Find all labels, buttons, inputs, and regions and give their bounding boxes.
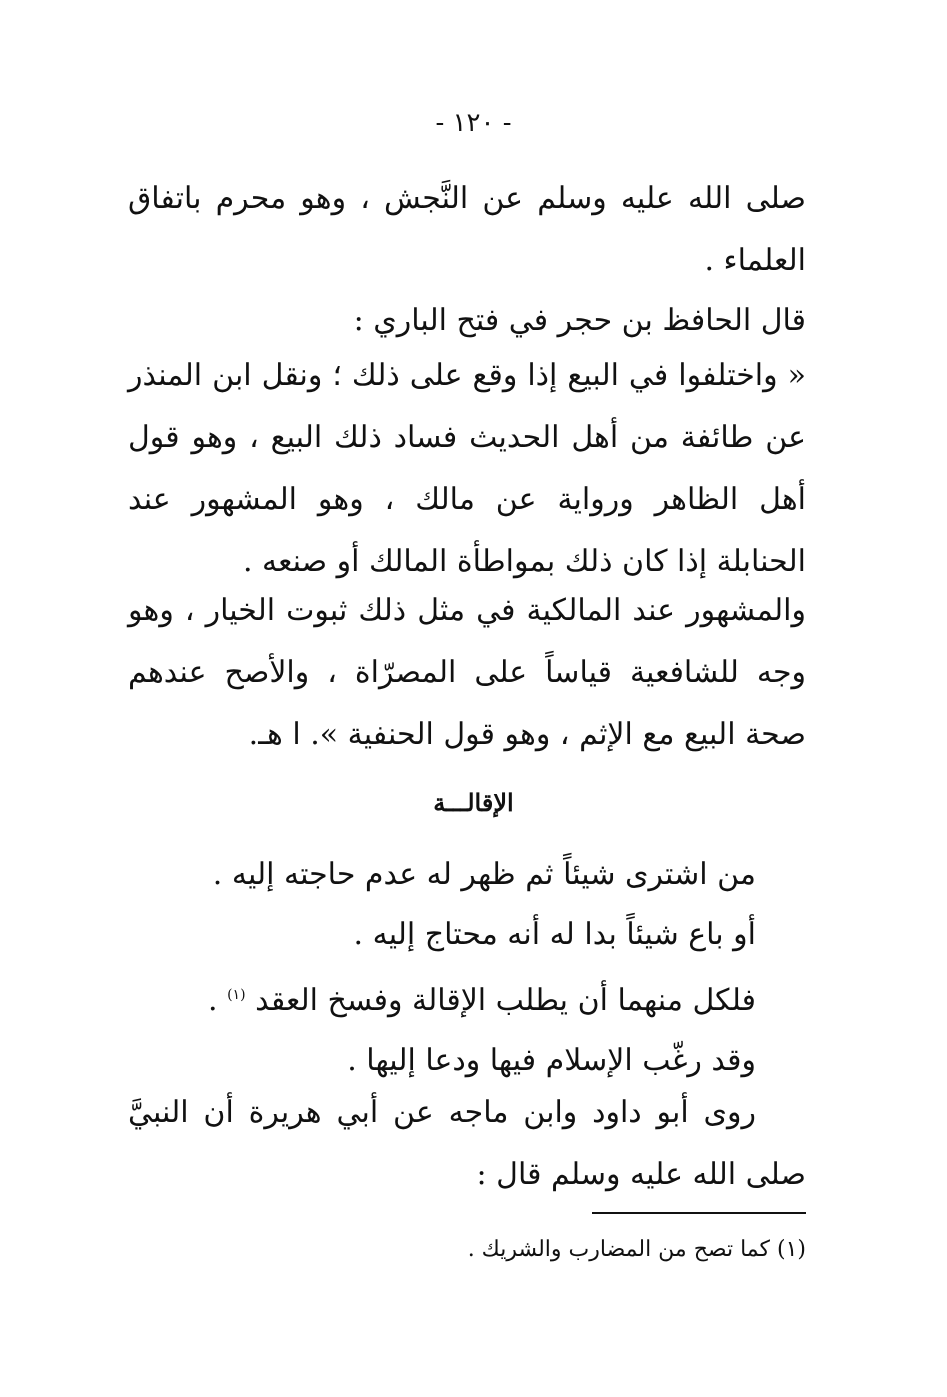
- list-item: [128, 965, 806, 1031]
- footnote: (١) كما تصح من المضارب والشريك .: [467, 1237, 806, 1262]
- paragraph-maliki-opinion: والمشهور عند المالكية في مثل ذلك ثبوت الخيار ، وهو وجه للشافعية قياساً على المصرّاة ، والأصح عندهم صحة البيع مع الإثم ، وهو قول الحنفية ». ا هـ.: [128, 593, 806, 752]
- list-item-text: فلكل منهما أن يطلب الإقالة وفسخ العقد: [255, 983, 756, 1018]
- list-item: من اشترى شيئاً ثم ظهر له عدم حاجته إليه .: [212, 857, 756, 892]
- footnote-reference: (١): [227, 987, 246, 1003]
- paragraph-ibn-hajar-intro: قال الحافظ بن حجر في فتح الباري :: [353, 303, 806, 338]
- paragraph-hadith-intro: روى أبو داود وابن ماجه عن أبي هريرة أن النبيَّ صلى الله عليه وسلم قال :: [128, 1095, 806, 1192]
- page-number: - ١٢٠ -: [435, 108, 512, 138]
- list-item-end: .: [208, 983, 228, 1018]
- paragraph-najash: صلى الله عليه وسلم عن النَّجش ، وهو محرم باتفاق العلماء .: [128, 181, 806, 278]
- list-item: وقد رغّب الإسلام فيها ودعا إليها .: [347, 1043, 756, 1078]
- footnote-divider: [592, 1212, 806, 1214]
- iqala-list: [128, 845, 806, 1091]
- section-heading-iqala: الإقالـــة: [433, 788, 514, 817]
- list-item: أو باع شيئاً بدا له أنه محتاج إليه .: [353, 917, 756, 952]
- paragraph-ibn-hajar-quote: « واختلفوا في البيع إذا وقع على ذلك ؛ ونقل ابن المنذر عن طائفة من أهل الحديث فساد ذلك البيع ، وهو قول أهل الظاهر ورواية عن مالك ، وهو المشهور عند الحنابلة إذا كان ذلك بمواطأة المالك أو صنعه .: [128, 358, 806, 579]
